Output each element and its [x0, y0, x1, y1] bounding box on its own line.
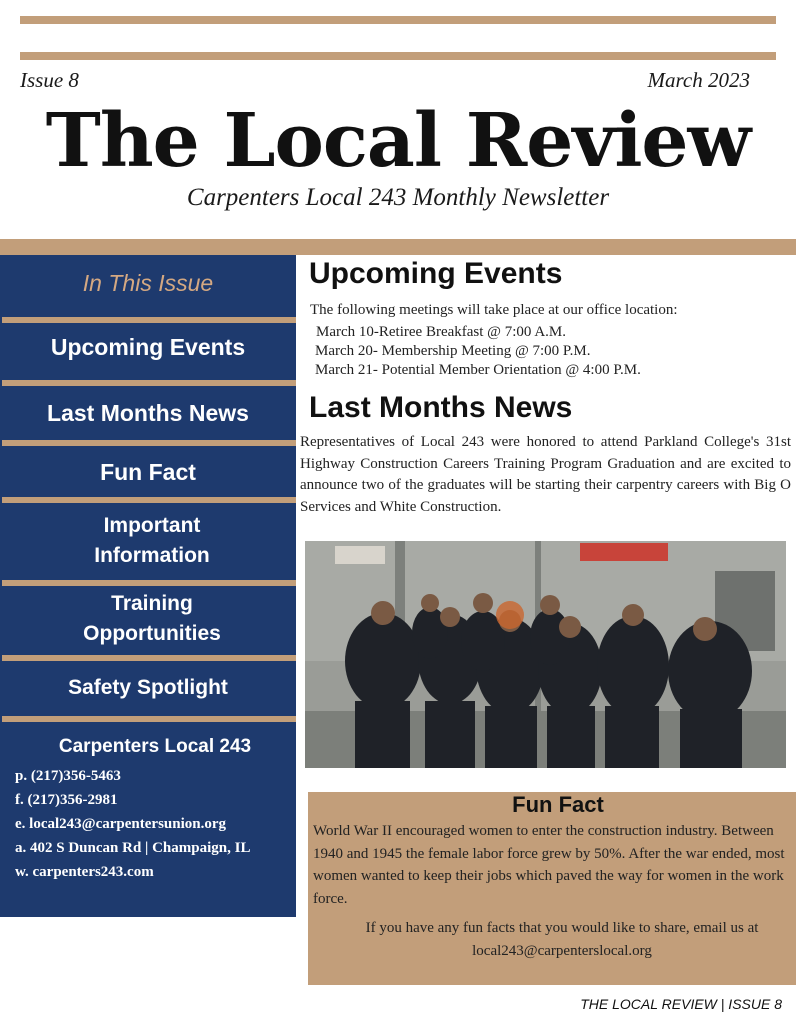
sidebar-separator [2, 580, 296, 586]
sidebar-item-safety-spotlight[interactable]: Safety Spotlight [68, 676, 228, 699]
top-rule-2 [20, 52, 776, 60]
event-item: March 20- Membership Meeting @ 7:00 P.M. [315, 343, 591, 359]
sidebar-separator [2, 716, 296, 722]
sidebar-item-fun-fact[interactable]: Fun Fact [100, 459, 196, 485]
issue-date: March 2023 [647, 68, 750, 92]
fun-fact-heading: Fun Fact [512, 792, 604, 817]
sidebar-item-important-information[interactable]: Important Information [94, 514, 210, 567]
sidebar-item-training-opportunities[interactable]: Training Opportunities [83, 592, 221, 645]
sidebar-separator [2, 497, 296, 503]
issue-number: Issue 8 [20, 68, 79, 92]
sidebar-separator [2, 317, 296, 323]
event-item: March 10-Retiree Breakfast @ 7:00 A.M. [316, 324, 566, 340]
sidebar-separator [2, 440, 296, 446]
last-months-news-heading: Last Months News [309, 391, 573, 424]
news-body: Representatives of Local 243 were honored to attend Parkland College's 31st Highway Construction Careers Training Program Graduation and are excited to announce two of the graduates will be starting their carpentry careers with Big O Services and White Construction. [300, 434, 791, 515]
event-item: March 21- Potential Member Orientation @ 4:00 P.M. [315, 362, 641, 378]
upcoming-events-heading: Upcoming Events [309, 257, 563, 290]
sidebar-item-last-months-news[interactable]: Last Months News [47, 400, 249, 426]
upcoming-intro: The following meetings will take place at our office location: [310, 302, 678, 318]
graduation-photo [305, 541, 786, 768]
contact-address: a. 402 S Duncan Rd | Champaign, IL [15, 840, 251, 856]
page-footer: THE LOCAL REVIEW | ISSUE 8 [580, 996, 782, 1012]
contact-phone[interactable]: p. (217)356-5463 [15, 768, 121, 784]
sidebar-heading: In This Issue [82, 270, 214, 296]
contact-email[interactable]: e. local243@carpentersunion.org [15, 816, 227, 832]
fun-fact-cta: If you have any fun facts that you would like to share, email us at local243@carpenterslocal.org [365, 920, 759, 959]
sidebar-item-upcoming-events[interactable]: Upcoming Events [50, 334, 246, 360]
sidebar-separator [2, 380, 296, 386]
fun-fact-body: World War II encouraged women to enter the construction industry. Between 1940 and 1945 the female labor force grew by 50%. After the war ended, most women wanted to keep their jobs which paved the way for women in the work force. [313, 823, 785, 907]
newsletter-title: The Local Review [45, 98, 751, 184]
graduation-photo-image [305, 541, 786, 768]
header-divider [0, 239, 796, 255]
sidebar-separator [2, 655, 296, 661]
top-rule-1 [20, 16, 776, 24]
contact-website[interactable]: w. carpenters243.com [15, 864, 154, 880]
contact-title: Carpenters Local 243 [58, 736, 252, 757]
newsletter-subtitle: Carpenters Local 243 Monthly Newsletter [186, 184, 610, 211]
contact-fax: f. (217)356-2981 [15, 792, 118, 808]
